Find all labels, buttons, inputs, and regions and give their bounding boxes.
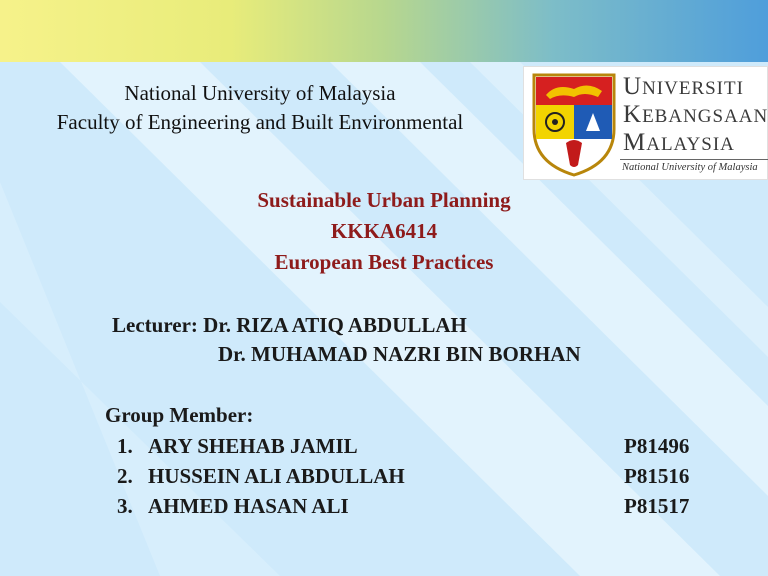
faculty-name: Faculty of Engineering and Built Environmental: [56, 110, 464, 134]
member-name: AHMED HASAN ALI: [148, 494, 349, 518]
group-label: Group Member:: [105, 403, 254, 427]
lecturer-name: Dr. RIZA ATIQ ABDULLAH: [203, 313, 467, 337]
member-id: P81517: [624, 494, 690, 518]
course-code: KKKA6414: [330, 219, 438, 243]
member-name: HUSSEIN ALI ABDULLAH: [148, 464, 405, 488]
university-name: National University of Malaysia: [124, 81, 396, 105]
course-title: Sustainable Urban Planning: [257, 188, 511, 212]
member-name: ARY SHEHAB JAMIL: [148, 434, 358, 458]
lecturer-line-1: [112, 313, 467, 338]
logo-line-1: UNIVERSITI: [623, 73, 744, 100]
member-index: 2.: [117, 464, 133, 488]
member-id: P81516: [624, 464, 690, 488]
top-gradient-bar: [0, 0, 768, 62]
course-topic: European Best Practices: [274, 250, 494, 274]
lecturer-label: Lecturer:: [112, 313, 198, 337]
ukm-logo: [523, 66, 768, 180]
logo-divider: [620, 159, 768, 160]
logo-subtitle: National University of Malaysia: [622, 162, 758, 173]
lecturer-name: Dr. MUHAMAD NAZRI BIN BORHAN: [218, 342, 581, 366]
member-index: 1.: [117, 434, 133, 458]
logo-line-2: KEBANGSAAN: [623, 101, 768, 128]
member-index: 3.: [117, 494, 133, 518]
member-id: P81496: [624, 434, 690, 458]
logo-line-3: MALAYSIA: [623, 129, 735, 156]
ukm-crest-icon: [526, 67, 622, 179]
